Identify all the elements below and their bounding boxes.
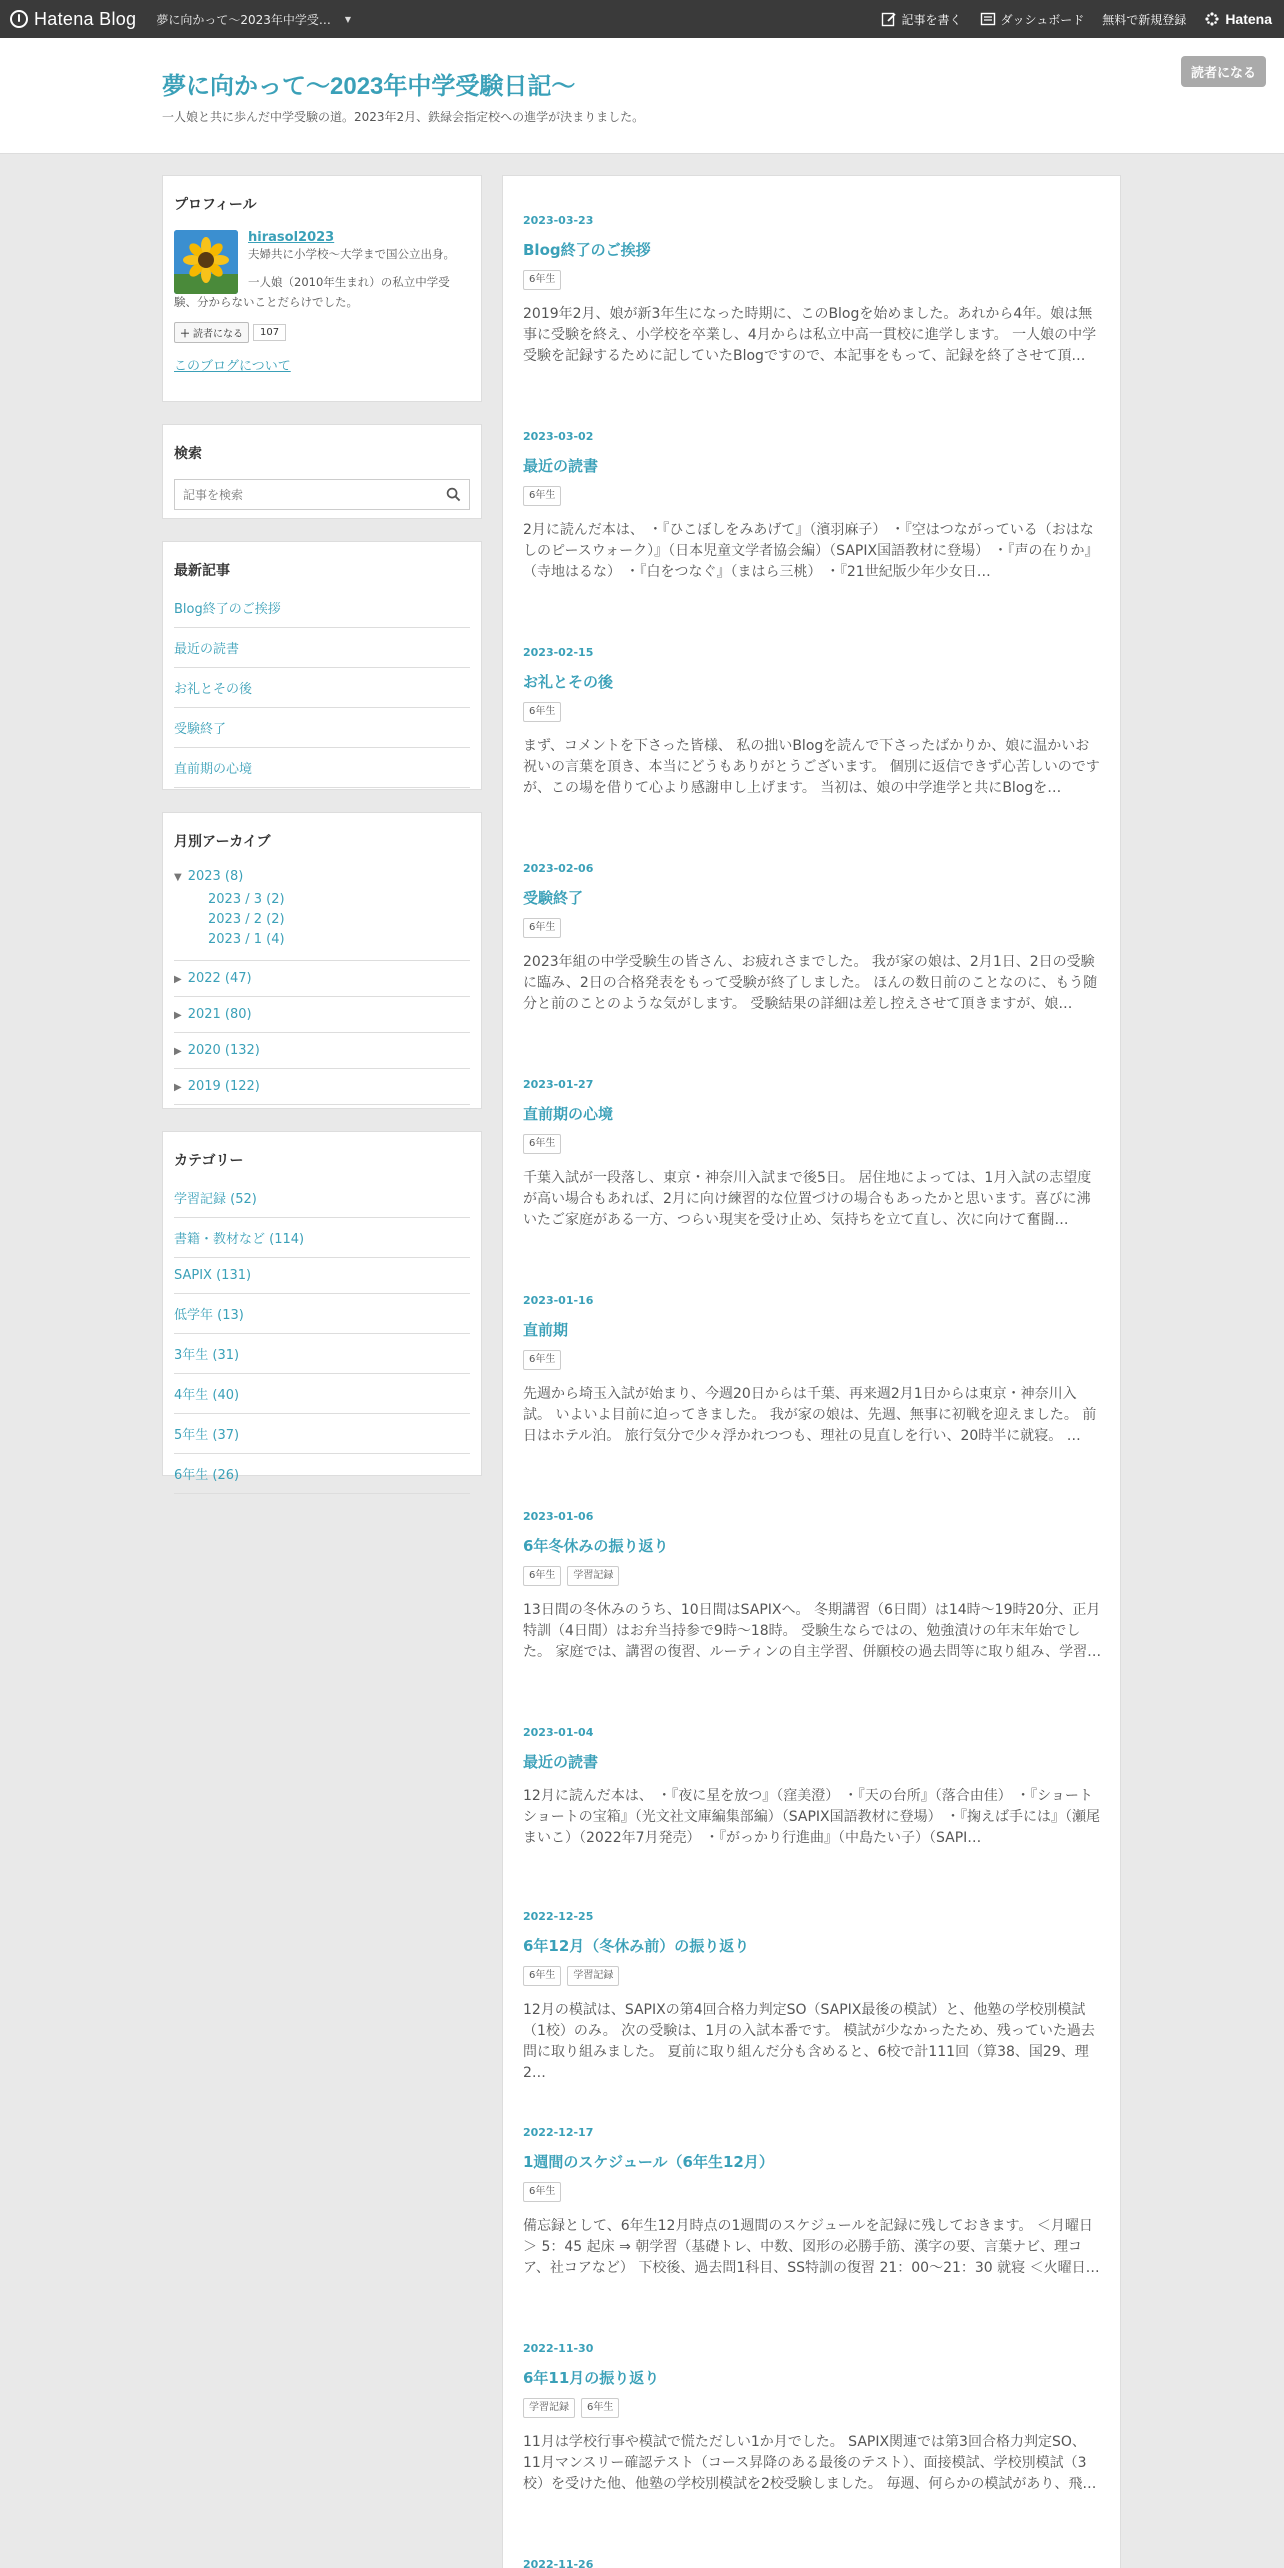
entry-summary: 千葉入試が一段落し、東京・神奈川入試まで後5日。 居住地によっては、1月入試の志望度が高い場合もあれば、2月に向け練習的な位置づけの場合もあったかと思います。喜びに沸いたご家庭がある一方、つらい現実を受け止め、気持ちを立て直し、次に向けて奮闘… [523,1170,1092,1228]
entry [523,646,1103,799]
category-link[interactable]: 6年生 (26) [174,1454,470,1494]
categories-title: カテゴリー [174,1153,244,1169]
hatena-blog-logo-text: Hatena Blog [34,8,137,29]
follow-button[interactable] [174,322,249,343]
entry-summary: 先週から埼玉入試が始まり、今週20日からは千葉、再来週2月1日からは東京・神奈川入試。 いよいよ目前に迫ってきました。 我が家の娘は、先週、無事に初戦を迎えました。 前日はホテル泊。 旅行気分で少々浮かれつつも、理社の見直しを行い、20時半に就寝。 … [523,1386,1097,1444]
archive-year-label: 2023 (8) [187,869,244,884]
search-title: 検索 [174,446,202,462]
triangle-right-icon: ▶ [174,1046,182,1057]
entry [523,862,1103,1015]
entry-title[interactable]: 6年12月（冬休み前）の振り返り [523,1937,750,1955]
category-link[interactable]: 書籍・教材など (114) [174,1218,470,1258]
archive-year-toggle[interactable] [174,1069,470,1105]
entry-date[interactable]: 2023-01-06 [523,1510,594,1523]
profile-bio-text: 一人娘（2010年生まれ）の私立中学受験、分からないことだらけでした。 [174,275,450,309]
entry-date[interactable]: 2023-02-15 [523,646,594,659]
entry [523,214,1103,367]
sunflower-avatar-image [174,230,238,294]
dashboard-link[interactable] [980,11,1085,28]
triangle-right-icon: ▶ [174,1082,182,1093]
category-link[interactable]: 5年生 (37) [174,1414,470,1454]
entry-summary: 13日間の冬休みのうち、10日間はSAPIXへ。 冬期講習（6日間）は14時～19時20分、正月特訓（4日間）はお弁当持参で9時～18時。 受験生ならではの、勉強漬けの年末年始でした。 家庭では、講習の復習、ルーティンの自主学習、併願校の過去問等に取り組み、学習… [523,1602,1102,1660]
categories-list [174,1186,470,1494]
archive-module [162,812,482,1109]
entry-tag[interactable]: 学習記録 [523,2398,575,2418]
entry-title[interactable]: 受験終了 [523,889,584,907]
blog-description: 一人娘と共に歩んだ中学受験の道。2023年2月、鉄緑会指定校への進学が決まりました。 [162,110,645,124]
entry [523,430,1103,583]
triangle-right-icon: ▶ [174,1010,182,1021]
search-icon[interactable] [446,487,461,502]
entry [523,1510,1103,1663]
recent-post-link[interactable]: Blog終了のご挨拶 [174,596,470,628]
category-link[interactable]: 4年生 (40) [174,1374,470,1414]
entry-summary: 備忘録として、6年生12月時点の1週間のスケジュールを記録に残しておきます。 ＜月曜日＞ 5：45 起床 ⇒ 朝学習（基礎トレ、中数、図形の必勝手筋、漢字の要、言葉ナビ、理コア、社コアなど） 下校後、過去問1科目、SS特訓の復習 21：00～21：30 就寝 ＜火曜日… [523,2218,1100,2276]
profile-module [162,175,482,402]
entry-title[interactable]: Blog終了のご挨拶 [523,241,651,259]
blog-header [0,38,1284,154]
hatena-dots-icon [1204,11,1220,27]
archive-year-2023 [174,867,470,961]
archive-year-label: 2020 (132) [187,1043,260,1058]
category-link[interactable]: SAPIX (131) [174,1258,470,1294]
archive-month-link[interactable]: 2023 / 3 (2) [208,892,285,907]
search-box [174,479,470,510]
entry-date[interactable]: 2023-01-04 [523,1726,594,1739]
avatar[interactable] [174,230,238,294]
categories-module [162,1131,482,1483]
plus-icon: ＋ [180,329,190,340]
archive-title: 月別アーカイブ [174,834,271,850]
entry-date[interactable]: 2022-11-26 [523,2558,594,2568]
search-module [162,424,482,519]
signup-label: 無料で新規登録 [1102,12,1187,27]
archive-year-toggle[interactable] [174,961,470,997]
category-link[interactable]: 3年生 (31) [174,1334,470,1374]
triangle-down-icon: ▼ [174,872,182,883]
subscribe-button[interactable]: 読者になる [1181,56,1266,87]
blog-title[interactable]: 夢に向かって～2023年中学受験日記～ [162,73,576,100]
recent-posts-title: 最新記事 [174,563,230,579]
archive-year-label: 2022 (47) [187,971,252,986]
entry-tag[interactable]: 6年生 [523,270,561,290]
profile-username-link[interactable]: hirasol2023 [248,230,335,245]
recent-posts-list [174,596,470,788]
entry-summary: 11月は学校行事や模試で慌ただしい1か月でした。 SAPIX関連では第3回合格力判定SO、11月マンスリー確認テスト（コース昇降のある最後のテスト）、面接模試、学校別模試（3校）を受けた他、他塾の学校別模試を2校受験しました。 毎週、何らかの模試があり、飛… [523,2434,1097,2492]
archive-year-label: 2021 (80) [187,1007,252,1022]
entry-title[interactable]: 6年冬休みの振り返り [523,1537,669,1555]
entry-date[interactable]: 2023-03-23 [523,214,594,227]
entry-tag[interactable]: 6年生 [523,1134,561,1154]
signup-link[interactable] [1102,11,1186,28]
entry-date[interactable]: 2022-12-25 [523,1910,594,1923]
main-entries [502,175,1121,2568]
entry-title[interactable]: 1週間のスケジュール（6年生12月） [523,2153,774,2171]
category-link[interactable]: 低学年 (13) [174,1294,470,1334]
write-post-label: 記事を書く [901,12,962,27]
hatena-label: Hatena [1225,11,1272,27]
recent-post-link[interactable]: 直前期の心境 [174,748,470,788]
entry-summary: 2023年組の中学受験生の皆さん、お疲れさまでした。 我が家の娘は、2月1日、2日の受験に臨み、2日の合格発表をもって受験が終了しました。 ほんの数日前のことなのに、もう随分と前のことのような気がします。 受験結果の詳細は差し控えさせて頂きますが、娘… [523,954,1098,1012]
dashboard-icon [980,11,996,27]
hatena-blog-logo[interactable] [10,9,136,30]
entry-tag[interactable]: 6年生 [523,702,561,722]
sidebar [162,175,482,1498]
entry-date[interactable]: 2023-02-06 [523,862,594,875]
archive-month-link[interactable]: 2023 / 2 (2) [208,912,285,927]
pencil-icon [881,11,897,27]
entry [523,1910,1103,2084]
recent-post-link[interactable]: 最近の読書 [174,628,470,668]
entry-date[interactable]: 2022-12-17 [523,2126,594,2139]
entry-title[interactable]: 最近の読書 [523,1753,599,1771]
archive-year-toggle[interactable] [174,867,470,890]
entry-tag[interactable]: 6年生 [523,486,561,506]
profile-title: プロフィール [174,197,257,213]
recent-post-link[interactable]: お礼とその後 [174,668,470,708]
hatena-blog-logo-icon [10,10,28,28]
archive-month-link[interactable]: 2023 / 1 (4) [208,932,285,947]
entry-summary: 2月に読んだ本は、 ・『ひこぼしをみあげて』（濱羽麻子） ・『空はつながっている（おはなしのピースウォーク）』（日本児童文学者協会編）（SAPIX国語教材に登場） ・『声の在りか』（寺地はるな） ・『白をつなぐ』（まはら三桃） ・『21世紀版少年少女日… [523,522,1099,580]
write-post-link[interactable] [881,11,962,28]
entry [523,2126,1103,2279]
entry-tag[interactable]: 6年生 [523,2182,561,2202]
entry [523,1078,1103,1231]
follow-button-label: 読者になる [193,329,243,340]
entry-tag[interactable]: 6年生 [523,1566,561,1586]
entry-title[interactable]: お礼とその後 [523,673,614,691]
entry-tag[interactable]: 6年生 [523,1350,561,1370]
entry-summary: 2019年2月、娘が新3年生になった時期に、このBlogを始めました。あれから4年。娘は無事に受験を終え、小学校を卒業し、4月からは私立中高一貫校に進学します。 一人娘の中学受験を記録するために記していたBlogですので、本記事をもって、記録を終了させて頂… [523,306,1097,364]
entry-tag[interactable]: 6年生 [523,1966,561,1986]
entry-title[interactable]: 直前期 [523,1321,569,1339]
entry-date[interactable]: 2023-01-27 [523,1078,594,1091]
entry [523,1726,1103,1849]
archive-year-toggle[interactable] [174,997,470,1033]
triangle-right-icon: ▶ [174,974,182,985]
entry [523,2342,1103,2495]
search-input[interactable] [183,488,446,502]
entry-summary: 12月に読んだ本は、 ・『夜に星を放つ』（窪美澄） ・『天の台所』（落合由佳） ・『ショートショートの宝箱』（光文社文庫編集部編）（SAPIX国語教材に登場） ・『掬えば手には』（瀬尾まいこ）（2022年7月発売） ・『がっかり行進曲』（中島たい子）（SAPI… [523,1788,1101,1846]
chevron-down-icon[interactable]: ▼ [344,14,352,24]
global-header-bar [0,0,1284,38]
entry-date[interactable]: 2023-01-16 [523,1294,594,1307]
entry-date[interactable]: 2023-03-02 [523,430,594,443]
profile-bio-line1: 夫婦共に小学校～大学まで国公立出身。 [248,247,455,261]
entry-title[interactable]: 6年11月の振り返り [523,2369,660,2387]
entry-date[interactable]: 2022-11-30 [523,2342,594,2355]
follower-count[interactable]: 107 [253,324,286,341]
entry-summary: まず、コメントを下さった皆様、 私の拙いBlogを読んで下さったばかりか、娘に温かいお祝いの言葉を頂き、本当にどうもありがとうございます。 個別に返信できず心苦しいのですが、この場を借りて心より感謝申し上げます。 当初は、娘の中学進学と共にBlogを… [523,738,1100,796]
entry-title[interactable]: 最近の読書 [523,457,599,475]
about-blog-link[interactable]: このブログについて [174,359,291,374]
entry-tag[interactable]: 6年生 [523,918,561,938]
entry [523,1294,1103,1447]
hatena-menu[interactable] [1204,11,1272,27]
entry-title[interactable]: 直前期の心境 [523,1105,614,1123]
entry-summary: 12月の模試は、SAPIXの第4回合格力判定SO（SAPIX最後の模試）と、他塾の学校別模試（1校）のみ。 次の受験は、1月の入試本番です。 模試が少なかったため、残っていた過去問に取り組みました。 夏前に取り組んだ分も含めると、6校で計111回（算38、国29、理2… [523,2002,1095,2081]
archive-year-label: 2019 (122) [187,1079,260,1094]
blog-switcher[interactable]: 夢に向かって～2023年中学受… [156,12,331,27]
entry-tag[interactable]: 学習記録 [567,1966,619,1986]
recent-post-link[interactable]: 受験終了 [174,708,470,748]
entry-tag[interactable]: 学習記録 [567,1566,619,1586]
category-link[interactable]: 学習記録 (52) [174,1186,470,1218]
archive-year-toggle[interactable] [174,1033,470,1069]
entry [523,2558,1103,2568]
recent-posts-module [162,541,482,790]
dashboard-label: ダッシュボード [1000,12,1085,27]
entry-tag[interactable]: 6年生 [581,2398,619,2418]
